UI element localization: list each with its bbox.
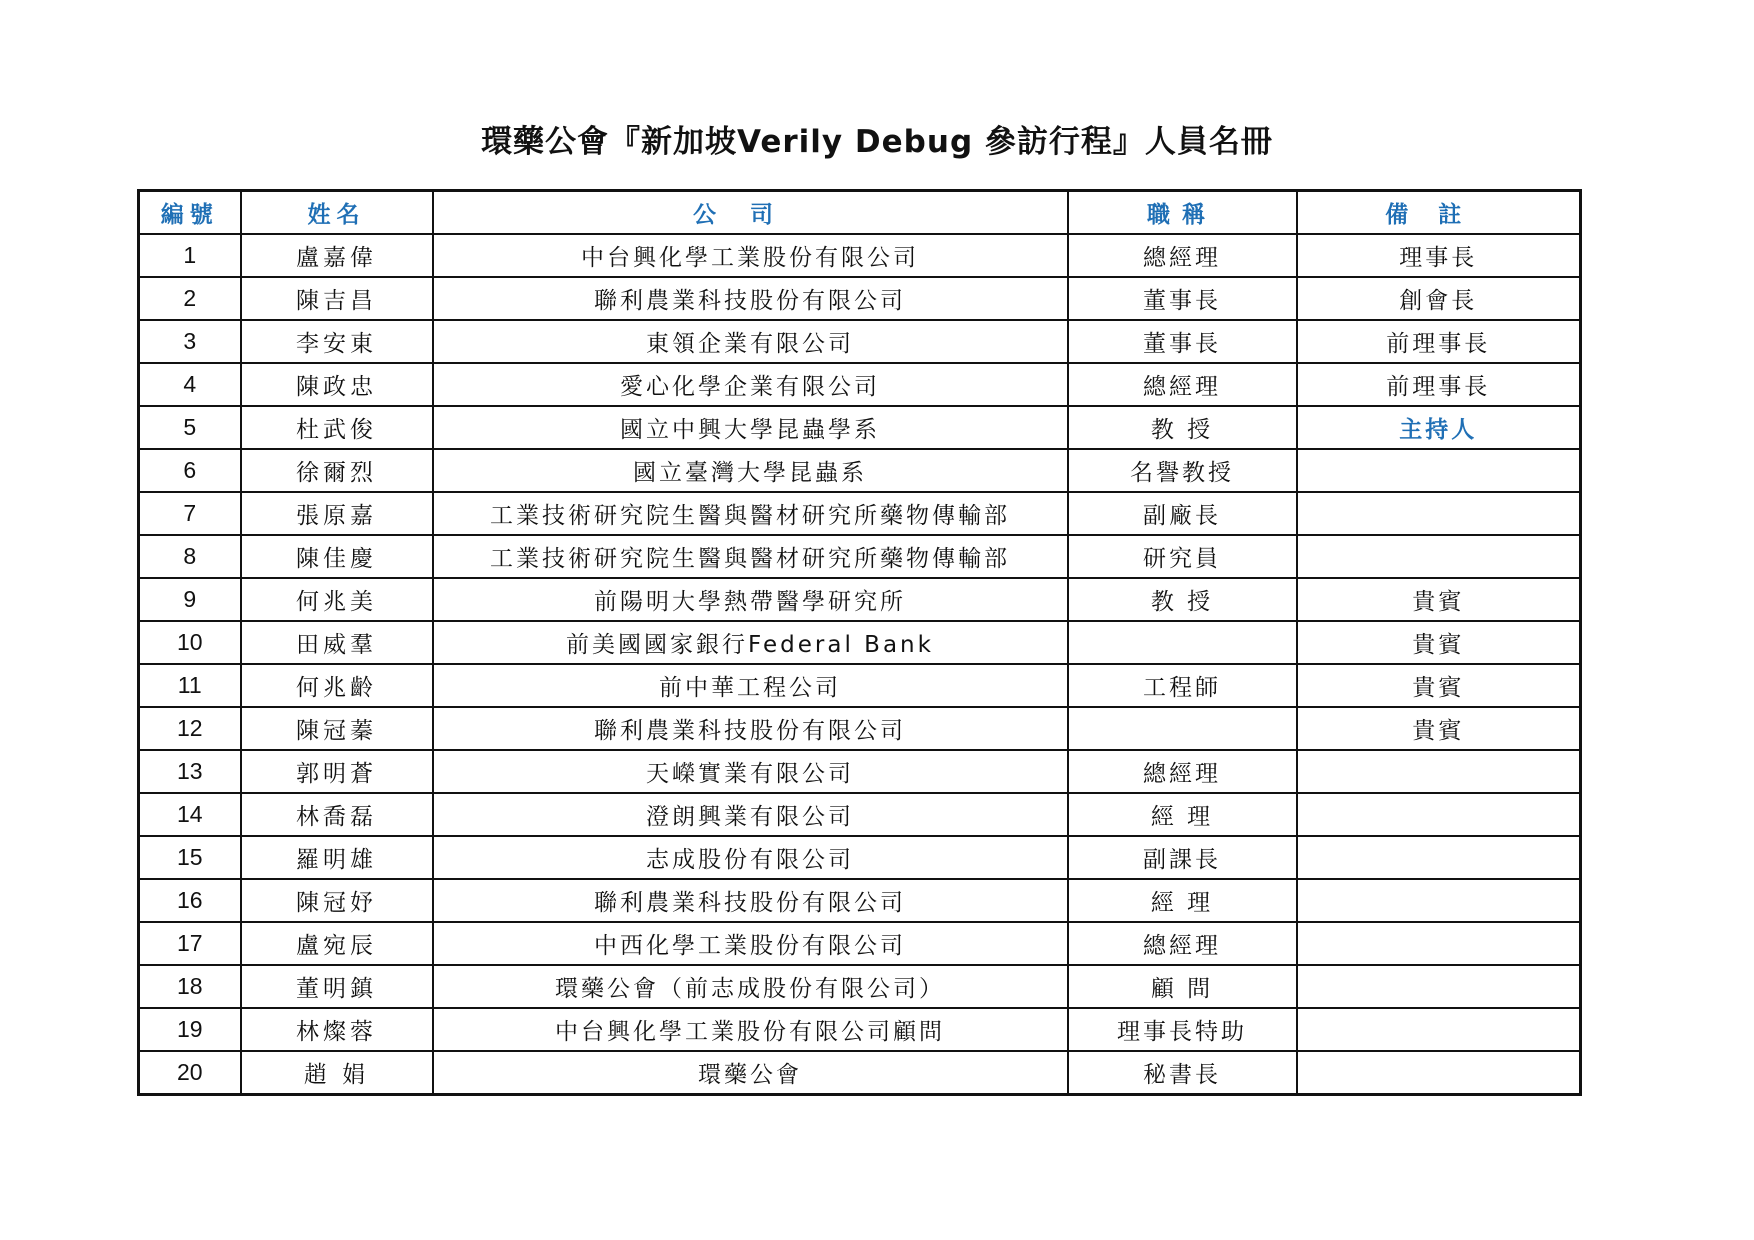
cell-title bbox=[1068, 621, 1297, 664]
cell-no: 14 bbox=[139, 793, 241, 836]
cell-title: 教 授 bbox=[1068, 578, 1297, 621]
cell-note bbox=[1297, 492, 1581, 535]
cell-note: 創會長 bbox=[1297, 277, 1581, 320]
table-body bbox=[139, 234, 1581, 1095]
table-row bbox=[139, 965, 1581, 1008]
cell-company: 聯利農業科技股份有限公司 bbox=[433, 879, 1068, 922]
cell-title: 研究員 bbox=[1068, 535, 1297, 578]
cell-no: 13 bbox=[139, 750, 241, 793]
cell-note bbox=[1297, 922, 1581, 965]
cell-no: 7 bbox=[139, 492, 241, 535]
cell-no: 9 bbox=[139, 578, 241, 621]
cell-no: 10 bbox=[139, 621, 241, 664]
cell-title: 董事長 bbox=[1068, 277, 1297, 320]
table-row bbox=[139, 1051, 1581, 1095]
cell-name: 羅明雄 bbox=[241, 836, 433, 879]
table-row bbox=[139, 664, 1581, 707]
cell-note bbox=[1297, 836, 1581, 879]
table-row bbox=[139, 320, 1581, 363]
cell-name: 何兆齡 bbox=[241, 664, 433, 707]
table-row bbox=[139, 406, 1581, 449]
cell-no: 20 bbox=[139, 1051, 241, 1095]
cell-company: 環藥公會（前志成股份有限公司） bbox=[433, 965, 1068, 1008]
cell-company: 工業技術研究院生醫與醫材研究所藥物傳輸部 bbox=[433, 492, 1068, 535]
cell-no: 18 bbox=[139, 965, 241, 1008]
cell-company: 前中華工程公司 bbox=[433, 664, 1068, 707]
cell-title: 理事長特助 bbox=[1068, 1008, 1297, 1051]
cell-no: 5 bbox=[139, 406, 241, 449]
table-row bbox=[139, 535, 1581, 578]
cell-company: 工業技術研究院生醫與醫材研究所藥物傳輸部 bbox=[433, 535, 1068, 578]
cell-title: 秘書長 bbox=[1068, 1051, 1297, 1095]
cell-name: 杜武俊 bbox=[241, 406, 433, 449]
cell-title: 經 理 bbox=[1068, 879, 1297, 922]
cell-note: 前理事長 bbox=[1297, 320, 1581, 363]
cell-note bbox=[1297, 879, 1581, 922]
cell-name: 陳冠妤 bbox=[241, 879, 433, 922]
cell-no: 2 bbox=[139, 277, 241, 320]
cell-note: 貴賓 bbox=[1297, 707, 1581, 750]
page-title: 環藥公會『新加坡Verily Debug 參訪行程』人員名冊 bbox=[481, 124, 1273, 160]
cell-title: 副課長 bbox=[1068, 836, 1297, 879]
cell-note: 貴賓 bbox=[1297, 578, 1581, 621]
cell-note bbox=[1297, 793, 1581, 836]
cell-name: 董明鎮 bbox=[241, 965, 433, 1008]
cell-name: 郭明蒼 bbox=[241, 750, 433, 793]
cell-no: 3 bbox=[139, 320, 241, 363]
cell-name: 李安東 bbox=[241, 320, 433, 363]
column-header-note: 備註 bbox=[1297, 191, 1581, 235]
cell-title: 教 授 bbox=[1068, 406, 1297, 449]
cell-company: 天嶸實業有限公司 bbox=[433, 750, 1068, 793]
table-row bbox=[139, 707, 1581, 750]
cell-name: 陳吉昌 bbox=[241, 277, 433, 320]
cell-note: 貴賓 bbox=[1297, 664, 1581, 707]
cell-no: 6 bbox=[139, 449, 241, 492]
cell-no: 8 bbox=[139, 535, 241, 578]
cell-name: 林喬磊 bbox=[241, 793, 433, 836]
cell-company: 聯利農業科技股份有限公司 bbox=[433, 277, 1068, 320]
cell-company: 前美國國家銀行Federal Bank bbox=[433, 621, 1068, 664]
table-row bbox=[139, 277, 1581, 320]
cell-title: 總經理 bbox=[1068, 363, 1297, 406]
cell-note: 貴賓 bbox=[1297, 621, 1581, 664]
table-row bbox=[139, 879, 1581, 922]
cell-no: 4 bbox=[139, 363, 241, 406]
cell-name: 趙 娟 bbox=[241, 1051, 433, 1095]
cell-company: 國立中興大學昆蟲學系 bbox=[433, 406, 1068, 449]
column-header-title: 職稱 bbox=[1068, 191, 1297, 235]
table-row bbox=[139, 449, 1581, 492]
cell-note: 理事長 bbox=[1297, 234, 1581, 277]
table-row bbox=[139, 234, 1581, 277]
cell-no: 12 bbox=[139, 707, 241, 750]
cell-title: 工程師 bbox=[1068, 664, 1297, 707]
cell-company: 前陽明大學熱帶醫學研究所 bbox=[433, 578, 1068, 621]
cell-note bbox=[1297, 965, 1581, 1008]
table-row bbox=[139, 1008, 1581, 1051]
table-row bbox=[139, 492, 1581, 535]
cell-title: 總經理 bbox=[1068, 922, 1297, 965]
cell-company: 中台興化學工業股份有限公司 bbox=[433, 234, 1068, 277]
cell-note bbox=[1297, 449, 1581, 492]
cell-name: 盧宛辰 bbox=[241, 922, 433, 965]
table-row bbox=[139, 578, 1581, 621]
cell-name: 田威羣 bbox=[241, 621, 433, 664]
table-row bbox=[139, 922, 1581, 965]
cell-title: 顧 問 bbox=[1068, 965, 1297, 1008]
cell-company: 愛心化學企業有限公司 bbox=[433, 363, 1068, 406]
table-row bbox=[139, 363, 1581, 406]
cell-company: 中西化學工業股份有限公司 bbox=[433, 922, 1068, 965]
table-row bbox=[139, 750, 1581, 793]
cell-name: 徐爾烈 bbox=[241, 449, 433, 492]
cell-note bbox=[1297, 750, 1581, 793]
cell-company: 東領企業有限公司 bbox=[433, 320, 1068, 363]
cell-note bbox=[1297, 535, 1581, 578]
cell-title: 名譽教授 bbox=[1068, 449, 1297, 492]
cell-company: 國立臺灣大學昆蟲系 bbox=[433, 449, 1068, 492]
cell-name: 陳佳慶 bbox=[241, 535, 433, 578]
cell-title bbox=[1068, 707, 1297, 750]
column-header-no: 編號 bbox=[139, 191, 241, 235]
cell-name: 陳冠蓁 bbox=[241, 707, 433, 750]
cell-no: 1 bbox=[139, 234, 241, 277]
cell-company: 聯利農業科技股份有限公司 bbox=[433, 707, 1068, 750]
cell-company: 志成股份有限公司 bbox=[433, 836, 1068, 879]
cell-name: 張原嘉 bbox=[241, 492, 433, 535]
column-header-name: 姓名 bbox=[241, 191, 433, 235]
table-row bbox=[139, 793, 1581, 836]
cell-note bbox=[1297, 1051, 1581, 1095]
cell-note bbox=[1297, 1008, 1581, 1051]
cell-company: 環藥公會 bbox=[433, 1051, 1068, 1095]
column-header-company: 公司 bbox=[433, 191, 1068, 235]
cell-title: 董事長 bbox=[1068, 320, 1297, 363]
cell-company: 澄朗興業有限公司 bbox=[433, 793, 1068, 836]
cell-no: 15 bbox=[139, 836, 241, 879]
cell-note: 前理事長 bbox=[1297, 363, 1581, 406]
cell-no: 16 bbox=[139, 879, 241, 922]
table-row bbox=[139, 621, 1581, 664]
cell-name: 陳政忠 bbox=[241, 363, 433, 406]
cell-name: 林燦蓉 bbox=[241, 1008, 433, 1051]
table-row bbox=[139, 836, 1581, 879]
cell-title: 副廠長 bbox=[1068, 492, 1297, 535]
table-header-row bbox=[139, 191, 1581, 235]
cell-title: 總經理 bbox=[1068, 234, 1297, 277]
cell-title: 經 理 bbox=[1068, 793, 1297, 836]
cell-name: 盧嘉偉 bbox=[241, 234, 433, 277]
cell-title: 總經理 bbox=[1068, 750, 1297, 793]
cell-no: 11 bbox=[139, 664, 241, 707]
cell-no: 17 bbox=[139, 922, 241, 965]
cell-no: 19 bbox=[139, 1008, 241, 1051]
member-roster-table bbox=[137, 189, 1582, 1096]
cell-name: 何兆美 bbox=[241, 578, 433, 621]
cell-company: 中台興化學工業股份有限公司顧問 bbox=[433, 1008, 1068, 1051]
cell-note: 主持人 bbox=[1297, 406, 1581, 449]
